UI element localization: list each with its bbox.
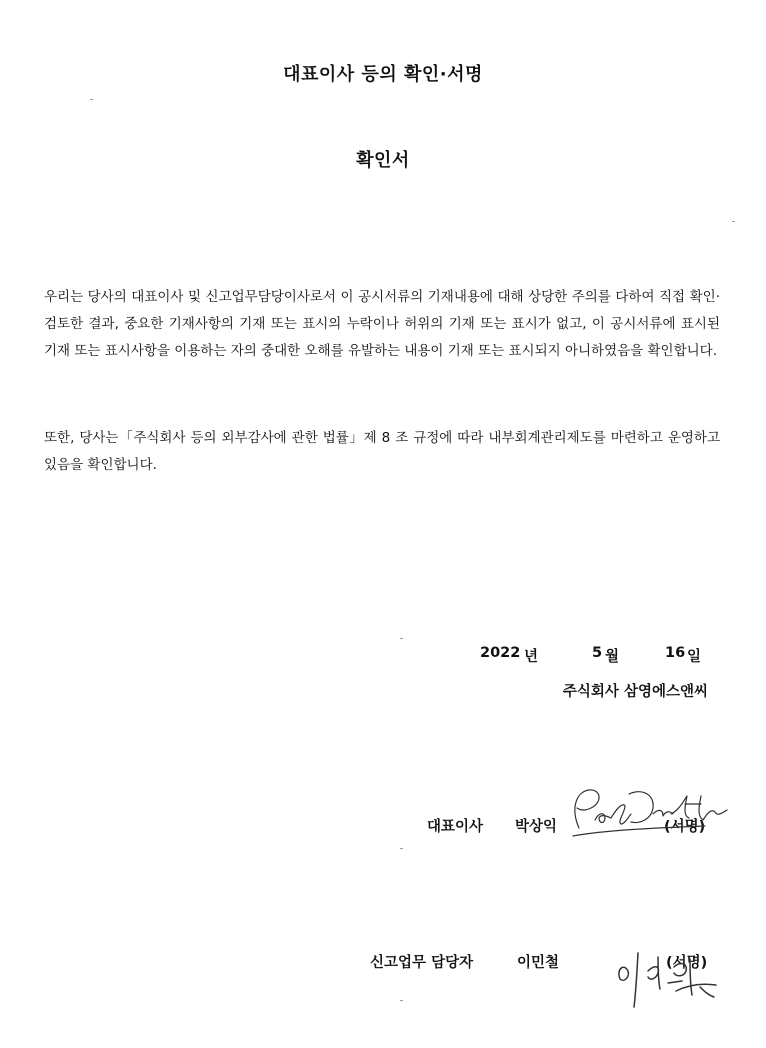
ceo-signature-row: [427, 815, 727, 855]
ceo-title: 대표이사: [427, 819, 484, 835]
date-day-unit: 일: [687, 649, 702, 665]
officer-title: 신고업무 담당자: [370, 955, 474, 971]
ceo-signature-icon: [565, 780, 740, 840]
date-year: 2022: [480, 645, 521, 661]
date-day: 16: [665, 645, 686, 661]
officer-signature-row: [370, 951, 730, 1021]
document-subtitle: 확인서: [356, 150, 410, 171]
date-year-unit: 년: [524, 649, 539, 665]
ceo-name: 박상익: [515, 819, 558, 835]
ceo-sign-label: (서명): [664, 819, 706, 835]
date-month: 5: [592, 645, 603, 661]
confirmation-paragraph: 우리는 당사의 대표이사 및 신고업무담당이사로서 이 공시서류의 기재내용에 대해 상당한 주의를 다하여 직접 확인·검토한 결과, 중요한 기재사항의 기재 또는 표시의 누락이나 허위의 기재 또는 표시가 없고, 이 공시서류에 표시된 기재 또는 표시사항을 이용하는 자의 중대한 오해를 유발하는 내용이 기재 또는 표시되지 아니하였음을 확인합니다.: [44, 289, 720, 359]
officer-signature-icon: [612, 943, 722, 1013]
officer-sign-label: (서명): [666, 955, 708, 971]
date-line: [480, 645, 710, 669]
company-name: 주식회사 삼영에스앤씨: [562, 684, 708, 700]
officer-name: 이민철: [517, 955, 560, 971]
date-month-unit: 월: [605, 649, 620, 665]
internal-control-paragraph: 또한, 당사는「주식회사 등의 외부감사에 관한 법률」제 8 조 규정에 따라 내부회계관리제도를 마련하고 운영하고 있음을 확인합니다.: [44, 430, 720, 473]
page-title: 대표이사 등의 확인·서명: [283, 64, 483, 85]
